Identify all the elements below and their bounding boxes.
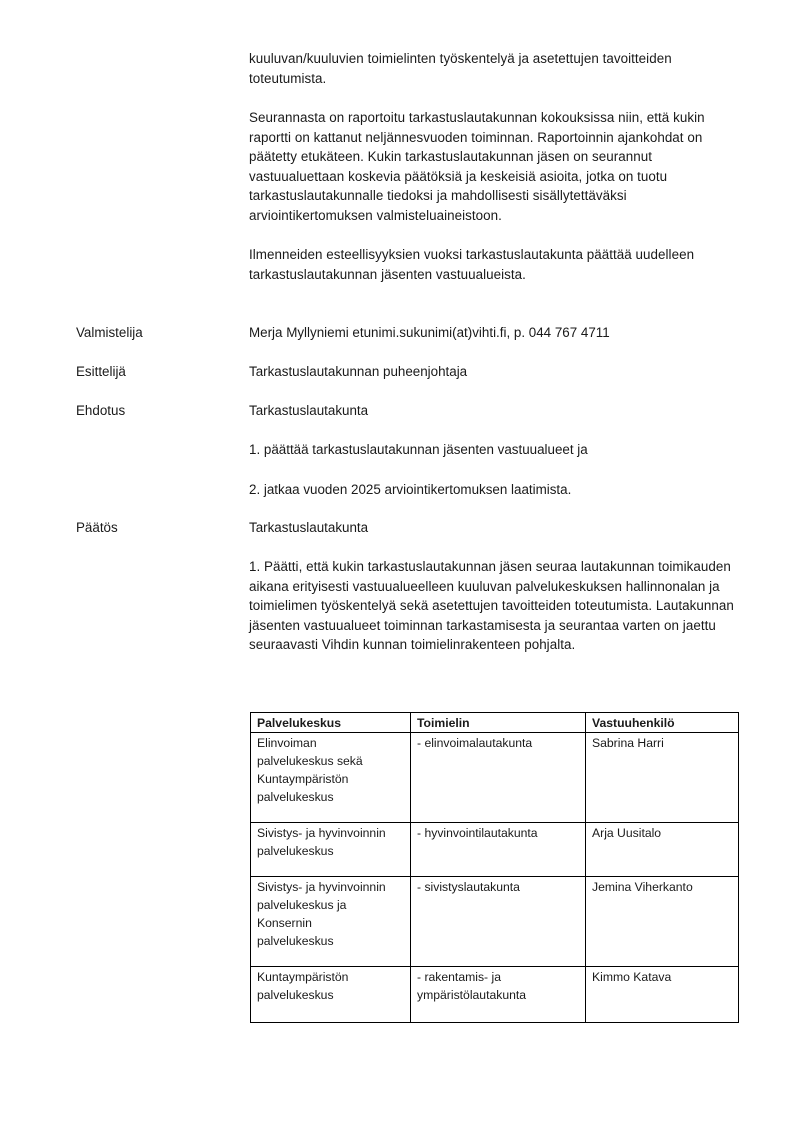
cell-line: - rakentamis- ja xyxy=(417,970,501,984)
cell-vastuuhenkilo: Arja Uusitalo xyxy=(586,823,739,877)
cell-line: Konsernin xyxy=(257,916,312,930)
cell-line: Sivistys- ja hyvinvoinnin xyxy=(257,826,386,840)
cell-line: Kuntaympäristön xyxy=(257,970,349,984)
esittelija-value: Tarkastuslautakunnan puheenjohtaja xyxy=(249,364,468,379)
cell-toimielin xyxy=(411,877,586,967)
reporting-paragraph: Seurannasta on raportoitu tarkastuslautakunnan kokouksissa niin, että kukin raportti on kattanut neljännesvuoden toiminnan. Raportoinnin ajankohdat on päätetty etukäteen. Kukin tarkastuslautakunnan jäsen on seurannut vastuualuettaan koskevia päätöksiä ja keskeisiä asioita, jotka on tuotu tarkastuslautakunnalle tiedoksi ja mahdollisesti sisällytettäväksi arviointikertomuksen valmisteluaineistoon. xyxy=(249,110,705,223)
table-row xyxy=(251,823,739,877)
paatos-value: Tarkastuslautakunta xyxy=(249,520,369,535)
header-palvelukeskus: Palvelukeskus xyxy=(251,713,411,733)
ehdotus-value: Tarkastuslautakunta xyxy=(249,403,369,418)
cell-vastuuhenkilo: Jemina Viherkanto xyxy=(586,877,739,967)
cell-toimielin xyxy=(411,733,586,823)
paatos-label: Päätös xyxy=(76,520,118,535)
cell-line: - hyvinvointilautakunta xyxy=(417,826,538,840)
cell-line: palvelukeskus ja xyxy=(257,898,347,912)
table-row xyxy=(251,733,739,823)
cell-line: palvelukeskus xyxy=(257,844,334,858)
valmistelija-value: Merja Myllyniemi etunimi.sukunimi(at)vihti.fi, p. 044 767 4711 xyxy=(249,325,610,340)
cell-palvelukeskus xyxy=(251,967,411,1023)
responsibility-table xyxy=(250,712,739,1023)
cell-line: Sivistys- ja hyvinvoinnin xyxy=(257,880,386,894)
cell-palvelukeskus xyxy=(251,877,411,967)
ehdotus-item-2: 2. jatkaa vuoden 2025 arviointikertomuksen laatimista. xyxy=(249,482,572,497)
cell-line: palvelukeskus sekä xyxy=(257,754,363,768)
cell-toimielin xyxy=(411,823,586,877)
cell-line: palvelukeskus xyxy=(257,934,334,948)
cell-line: palvelukeskus xyxy=(257,988,334,1002)
cell-line: palvelukeskus xyxy=(257,790,334,804)
paatos-text: 1. Päätti, että kukin tarkastuslautakunnan jäsen seuraa lautakunnan toimikauden aikana erityisesti vastuualueelleen kuuluvan palvelukeskuksen hallinnonalan ja toimielimen työskentelyä sekä asetettujen tavoitteiden toteutumista. Lautakunnan jäsenten vastuualueet toiminnan tarkastamisesta ja seurantaa varten on jaettu seuraavasti Vihdin kunnan toimielinrakenteen pohjalta. xyxy=(249,559,734,653)
header-vastuuhenkilo: Vastuuhenkilö xyxy=(586,713,739,733)
header-toimielin: Toimielin xyxy=(411,713,586,733)
valmistelija-label: Valmistelija xyxy=(76,325,143,340)
cell-palvelukeskus xyxy=(251,823,411,877)
ehdotus-item-1: 1. päättää tarkastuslautakunnan jäsenten vastuualueet ja xyxy=(249,442,588,457)
esittelija-label: Esittelijä xyxy=(76,364,126,379)
table-row xyxy=(251,967,739,1023)
cell-line: - sivistyslautakunta xyxy=(417,880,520,894)
cell-toimielin xyxy=(411,967,586,1023)
cell-line: ympäristölautakunta xyxy=(417,988,527,1002)
table-header-row xyxy=(251,713,739,733)
cell-line: Kuntaympäristön xyxy=(257,772,349,786)
ehdotus-label: Ehdotus xyxy=(76,403,126,418)
cell-vastuuhenkilo: Kimmo Katava xyxy=(586,967,739,1023)
cell-palvelukeskus xyxy=(251,733,411,823)
cell-vastuuhenkilo: Sabrina Harri xyxy=(586,733,739,823)
cell-line: - elinvoimalautakunta xyxy=(417,736,533,750)
obstacles-paragraph: Ilmenneiden esteellisyyksien vuoksi tarkastuslautakunta päättää uudelleen tarkastuslautakunnan jäsenten vastuualueista. xyxy=(249,247,695,282)
cell-line: Elinvoiman xyxy=(257,736,317,750)
intro-continuation-paragraph: kuuluvan/kuuluvien toimielinten työskentelyä ja asetettujen tavoitteiden toteutumista. xyxy=(249,51,672,86)
table-row xyxy=(251,877,739,967)
